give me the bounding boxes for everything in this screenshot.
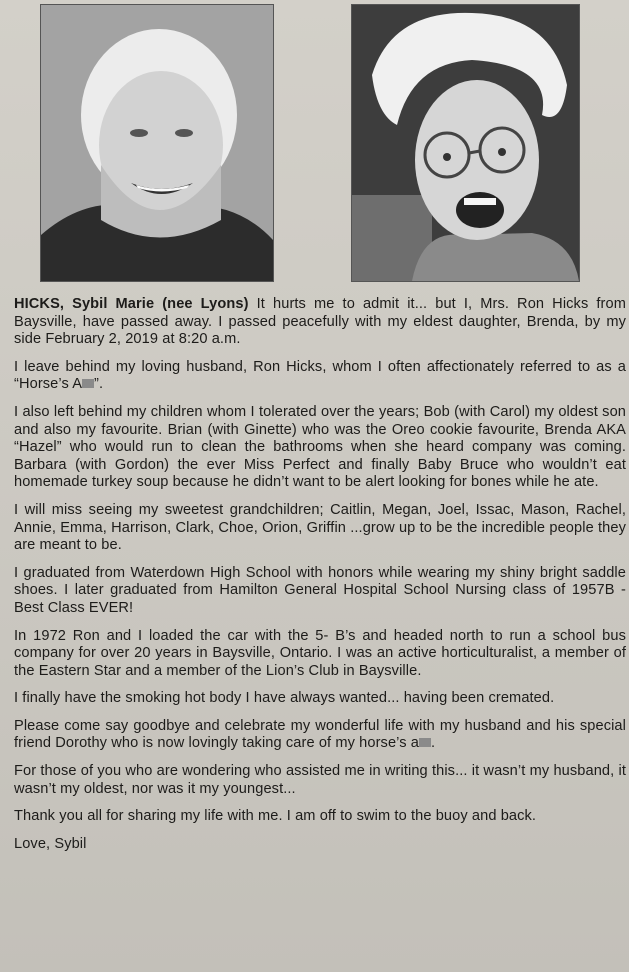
paragraph-baysville: In 1972 Ron and I loaded the car with the 5- B’s and headed north to run a school bus company for over 20 years in Baysville, Ontario. I was an active horticulturalist, a member of the Eastern Star and a member of the Lion’s Club in Baysville. [14, 627, 626, 679]
husband-text-end: ”. [94, 376, 104, 393]
obituary-text [14, 296, 626, 863]
paragraph-signoff: Love, Sybil [14, 835, 87, 852]
paragraph-cremated: I finally have the smoking hot body I have always wanted... having been cremated. [14, 690, 555, 707]
paragraph-intro [14, 296, 626, 349]
paragraph-writer: For those of you who are wondering who assisted me in writing this... it wasn’t my husband, it wasn’t my oldest, nor was it my youngest... [14, 763, 626, 797]
smiling-woman-illustration [41, 5, 273, 281]
portrait-photo-left [40, 4, 274, 282]
paragraph-education: I graduated from Waterdown High School with honors while wearing my shiny bright saddle shoes. I later graduated from Hamilton General Hospital School Nursing class of 1957B - Best Class EVER! [14, 564, 626, 616]
censor-block [419, 738, 431, 747]
goodbye-text-end: . [431, 735, 436, 752]
paragraph-thanks: Thank you all for sharing my life with me. I am off to swim to the buoy and back. [14, 808, 537, 825]
paragraph-grandchildren: I will miss seeing my sweetest grandchildren; Caitlin, Megan, Joel, Issac, Mason, Rachel, Annie, Emma, Harrison, Clark, Choe, Orion, Griffin ...grow up to be the incredible people they are meant to be. [14, 501, 626, 554]
paragraph-husband [14, 359, 626, 394]
paragraph-goodbye [14, 718, 626, 753]
intro-text: It hurts me to admit it... but I, Mrs. Ron Hicks from Baysville, have passed away. I passed peacefully with my eldest daughter, Brenda, by my side February 2, 2019 at 8:20 a.m. [14, 296, 626, 348]
obituary-heading: HICKS, Sybil Marie (nee Lyons) [14, 296, 249, 312]
husband-text: I leave behind my loving husband, Ron Hicks, whom I often affectionately referred to as a “Horse’s A [14, 358, 626, 393]
funny-face-woman-illustration [352, 5, 579, 281]
portrait-photo-right [351, 4, 580, 282]
censor-block [82, 379, 94, 388]
paragraph-children: I also left behind my children whom I tolerated over the years; Bob (with Carol) my oldest son and also my favourite. Brian (with Ginette) who was the Oreo cookie favourite, Brenda AKA “Hazel” who would run to clean the bathrooms when she heard company was coming. Barbara (with Gordon) the ever Miss Perfect and finally Baby Bruce who wouldn’t eat homemade turkey soup because he didn’t want to be alert looking for bones while he ate. [14, 403, 626, 491]
goodbye-text: Please come say goodbye and celebrate my wonderful life with my husband and his special friend Dorothy who is now lovingly taking care of my horse’s a [14, 717, 626, 752]
